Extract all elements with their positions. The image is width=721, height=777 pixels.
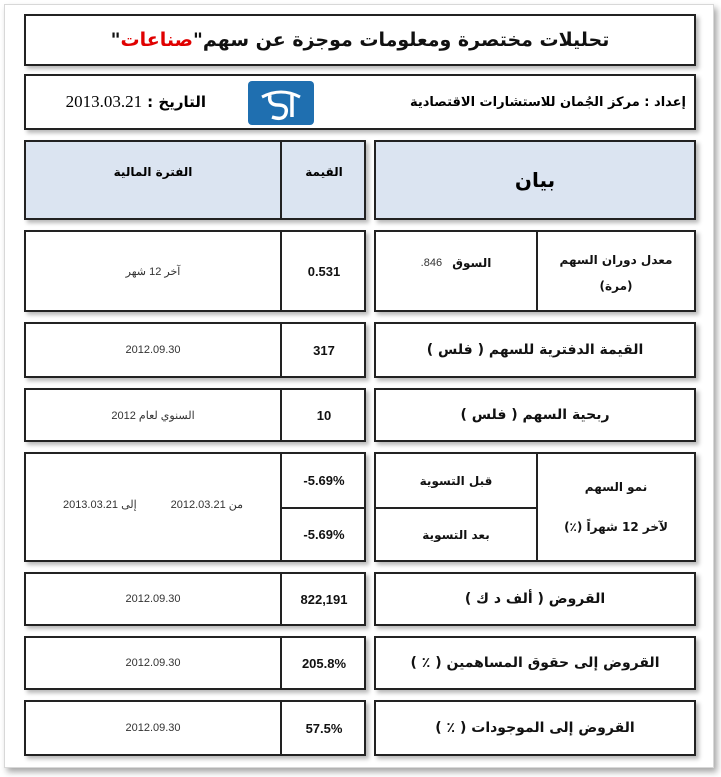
market-label: السوق [452,256,492,271]
company-name: صناعات [120,29,193,51]
prepared-label: إعداد : [644,94,686,110]
growth-period [26,454,280,554]
growth-after-value: -5.69% [303,527,345,542]
row-loans-label [374,572,696,626]
title-text: تحليلات مختصرة ومعلومات موجزة عن سهم [202,29,610,51]
book-value-label: القيمة الدفترية للسهم ( فلس ) [426,342,644,358]
row-growth-label [374,452,696,562]
row-book-value-label [374,322,696,378]
eps-label: ربحية السهم ( فلس ) [460,407,610,423]
row-loans-assets-label [374,700,696,756]
growth-before-value: -5.69% [303,473,345,488]
row-loans-equity-data [24,636,366,690]
statement-header [374,140,696,220]
growth-after-label: بعد التسوية [422,527,490,542]
book-value-period: 2012.09.30 [125,344,181,356]
row-turnover-label [374,230,696,312]
statement-header-text: بيان [514,168,556,192]
row-turnover-data [24,230,366,312]
growth-sub: لآخر 12 شهراً (٪) [564,520,668,534]
loans-assets-value: 57.5% [305,720,343,736]
loans-equity-label: القروض إلى حقوق المساهمين ( ٪ ) [410,655,660,671]
growth-period-to: إلى 2013.03.21 [62,498,137,511]
row-loans-data [24,572,366,626]
period-header-text: الفترة المالية [113,165,193,180]
turnover-market [376,232,536,294]
loans-equity-period: 2012.09.30 [125,657,181,669]
loans-assets-period: 2012.09.30 [125,722,181,734]
loans-value: 822,191 [300,591,348,607]
row-growth-data [24,452,366,562]
date-label: التاريخ : [147,93,206,111]
row-loans-assets-data [24,700,366,756]
row-eps-data [24,388,366,442]
growth-before-label: قبل التسوية [419,473,493,488]
turnover-value: 0.531 [307,263,341,279]
info-box [24,74,696,130]
report-title [26,16,694,64]
al-juman-logo [248,81,314,125]
market-value: .846 [420,257,443,270]
row-loans-equity-label [374,636,696,690]
turnover-label: معدل دوران السهم [559,253,673,267]
loans-assets-label: القروض إلى الموجودات ( ٪ ) [435,720,635,736]
title-quote-close: " [110,29,121,51]
eps-value: 10 [316,407,332,423]
value-header-text: القيمة [305,165,343,180]
turnover-title [538,240,694,306]
turnover-period: آخر 12 شهر [125,265,181,278]
title-box [24,14,696,66]
loans-equity-value: 205.8% [301,655,347,671]
loans-period: 2012.09.30 [125,593,181,605]
growth-period-from: من 2012.03.21 [170,498,244,511]
value-period-header [24,140,366,220]
row-eps-label [374,388,696,442]
book-value-value: 317 [313,342,335,358]
eps-period: السنوي لعام 2012 [111,409,195,422]
title-quote-open: " [193,29,203,51]
prepared-by [356,76,686,128]
loans-label: القروض ( ألف د ك ) [464,591,606,607]
turnover-sub: (مرة) [599,279,633,293]
growth-label: نمو السهم [584,480,648,494]
date-value: 2013.03.21 [65,92,143,111]
report-date [36,76,206,128]
growth-title [538,454,694,560]
logo-graphic [248,81,314,125]
prepared-by-name: مركز الجُمان للاستشارات الاقتصادية [409,94,640,110]
row-book-value-data [24,322,366,378]
